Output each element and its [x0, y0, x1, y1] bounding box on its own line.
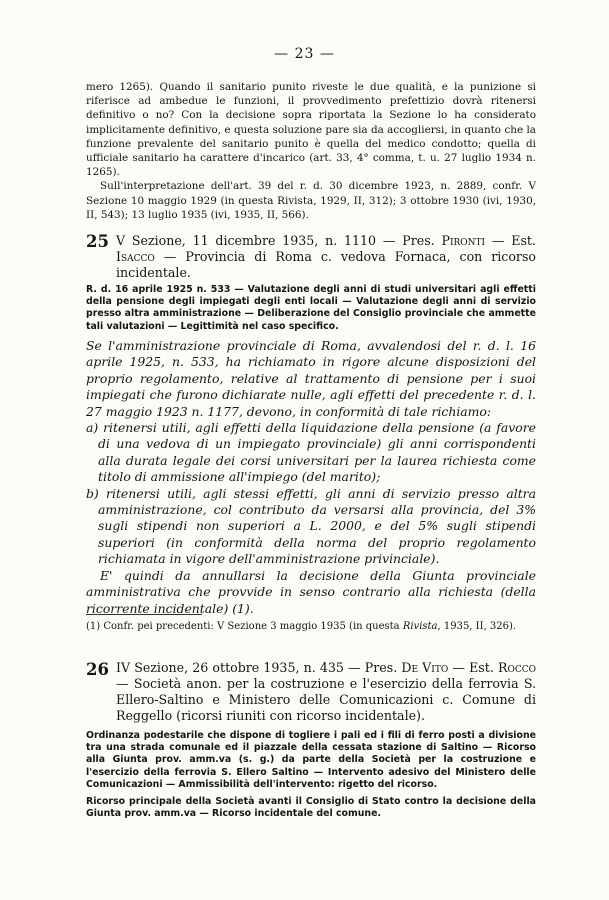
case-26-number: 26: [86, 660, 109, 679]
case-25-item-b: b) ritenersi utili, agli stessi effetti, gli anni di servizio presso altra amministrazione, col contributo da versarsi alla provincia, del 3% sugli stipendi non superiori a L. 2000, e del 5% sugli stipendi superiori (in conformità della norma del proprio regolamento richiamata in vigore dell'amministrazione privinciale).: [86, 485, 536, 567]
intro-paragraph-2: Sull'interpretazione dell'art. 39 del r. d. 30 dicembre 1923, n. 2889, confr. V Sezione 10 maggio 1929 (in questa Rivista, 1929, II, 312); 3 ottobre 1930 (ivi, 1930, II, 543); 13 luglio 1935 (ivi, 1935, II, 566).: [86, 180, 536, 221]
footnote-text-post: , 1935, II, 326).: [437, 621, 517, 632]
case-26-heading-pre: IV Sezione, 26 ottobre 1935, n. 435 — Pres.: [116, 660, 402, 675]
case-25-item-a: a) ritenersi utili, agli effetti della liquidazione della pensione (a favore di una vedova di un impiegato provinciale) gli anni corrispondenti alla durata legale dei corsi universitari per la laurea richiesta come titolo di ammissione all'impiego (del marito);: [86, 420, 536, 485]
intro-note: [86, 80, 536, 222]
case-26-president: De Vito: [401, 660, 449, 675]
footnote-text-pre: (1) Confr. pei precedenti: V Sezione 3 maggio 1935 (in questa: [86, 621, 403, 632]
case-25-abstract: R. d. 16 aprile 1925 n. 533 — Valutazione degli anni di studi universitari agli effetti della pensione degli impiegati degli enti locali — Valutazione degli anni di servizio presso altra amministrazione — Deliberazione del Consiglio provinciale che ammette tali valutazioni — Legittimità nel caso specifico.: [86, 284, 536, 332]
case-25-heading-pre: V Sezione, 11 dicembre 1935, n. 1110 — Pres.: [116, 233, 442, 248]
case-25-heading: [116, 233, 536, 281]
case-26-estensore: Rocco: [497, 660, 536, 675]
case-26-abstract-2: Ricorso principale della Società avanti il Consiglio di Stato contro la decisione della Giunta prov. amm.va — Ricorso incidentale del comune.: [86, 796, 536, 820]
case-25-president: Pironti: [441, 233, 486, 248]
intro-paragraph-1: mero 1265). Quando il sanitario punito riveste le due qualità, e la punizione si riferisce ad ambedue le funzioni, il provvedimento prefettizio dovrà ritenersi definitivo o no? Con la decisione sopra riportata la Sezione lo ha considerato implicitamente definitivo, e questa soluzione pare sia da accogliersi, in quanto che la funzione prevalente del sanitario punito è quella del medico condotto; quella di ufficiale sanitario ha carattere d'incarico (art. 33, 4° comma, t. u. 27 luglio 1934 n. 1265).: [86, 81, 536, 179]
case-26-heading: [116, 660, 536, 724]
case-25-number: 25: [86, 232, 109, 251]
case-26-heading-mid: — Est.: [448, 660, 498, 675]
case-25-estensore: Isacco: [116, 249, 155, 264]
page-number: — 23 —: [274, 46, 335, 62]
footnote-divider: [86, 614, 202, 615]
case-25-heading-mid: — Est.: [485, 233, 536, 248]
footnote-rivista: Rivista: [402, 621, 438, 632]
case-26-heading-post: — Società anon. per la costruzione e l'esercizio della ferrovia S. Ellero-Saltino e Ministero delle Comunicazioni c. Comune di Reggello (ricorsi riuniti con ricorso incidentale).: [116, 676, 536, 723]
case-25-maxim-intro: Se l'amministrazione provinciale di Roma, avvalendosi del r. d. l. 16 aprile 1925, n. 533, ha richiamato in rigore alcune disposizioni del proprio regolamento, relative al trattamento di pensione per i suoi impiegati che furono dichiarate nulle, agli effetti del precedente r. d. l. 27 maggio 1923 n. 1177, devono, in conformità di tale richiamo:: [86, 338, 536, 419]
case-26-abstract-1: Ordinanza podestarile che dispone di togliere i pali ed i fili di ferro posti a divisione tra una strada comunale ed il piazzale della cessata stazione di Saltino — Ricorso alla Giunta prov. amm.va (s. g.) da parte della Società per la costruzione e l'esercizio della ferrovia S. Ellero Saltino — Intervento adesivo del Ministero delle Comunicazioni — Ammissibilità dell'intervento: rigetto del ricorso.: [86, 730, 536, 790]
case-25-footnote: [86, 620, 536, 633]
case-25-conclusion: E' quindi da annullarsi la decisione della Giunta provinciale amministrativa che provvide in senso contrario alla richiesta (della ricorrente incidentale) (1).: [86, 567, 536, 616]
case-25-heading-post: — Provincia di Roma c. vedova Fornaca, con ricorso incidentale.: [116, 249, 536, 280]
case-25-maxim: [86, 338, 536, 617]
